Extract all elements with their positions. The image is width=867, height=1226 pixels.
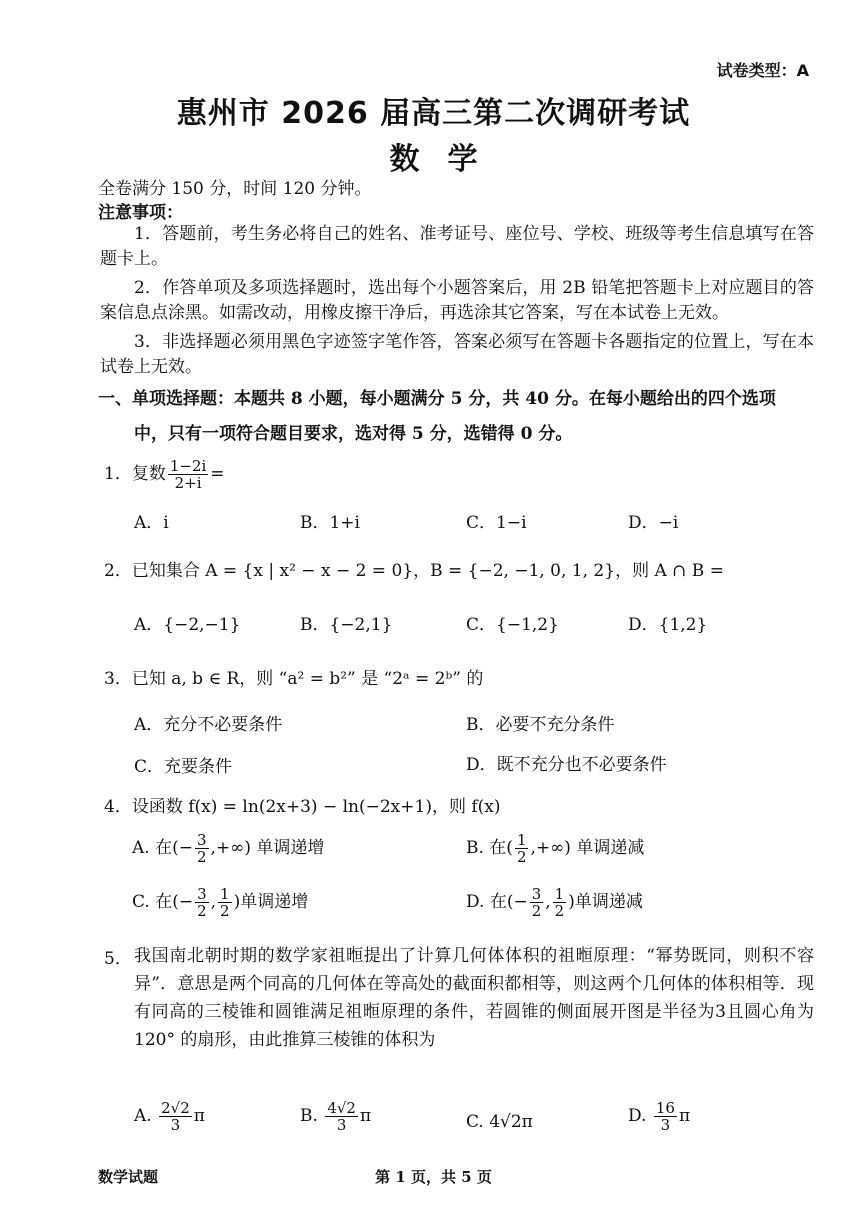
option-suffix: )单调递增 (233, 892, 309, 912)
q5-option-d (628, 1100, 690, 1133)
question-5-number: 5． (104, 949, 132, 969)
option-mid: , (210, 892, 217, 912)
question-number: 4． (104, 797, 132, 817)
q2-option-a: A．{−2,−1} (134, 615, 241, 635)
section1-heading-line1: 一、单项选择题：本题共 8 小题，每小题满分 5 分，共 40 分。在每小题给出的四个选项 (98, 389, 776, 409)
q2-option-c: C．{−1,2} (466, 615, 559, 635)
fraction-numerator: 3 (531, 885, 542, 903)
fraction-numerator: 3 (196, 831, 207, 849)
footer-page-number: 第 1 页，共 5 页 (375, 1168, 492, 1186)
fraction-denominator: 2 (220, 902, 230, 920)
option-fraction-2 (553, 886, 567, 919)
option-prefix: D. 在(− (466, 892, 528, 912)
subject-title: 数学 (389, 142, 506, 177)
exam-title: 惠州市 2026 届高三第二次调研考试 (176, 96, 691, 131)
paper-type-label: 试卷类型：A (716, 61, 809, 80)
fraction-denominator: 2 (197, 902, 207, 920)
q1-option-d: D．−i (628, 513, 679, 533)
question-5-stem: 我国南北朝时期的数学家祖暅提出了计算几何体体积的祖暅原理：“幂势既同，则积不容异”．意思是两个同高的几何体在等高处的截面积都相等，则这两个几何体的体积相等．现有同高的三棱锥和圆锥满足祖暅原理的条件，若圆锥的侧面展开图是半径为3且圆心角为 120° 的扇形，由此推算三棱锥的体积为 (134, 946, 814, 1050)
option-prefix: B. 在( (466, 838, 513, 858)
fraction-denominator: 3 (660, 1116, 671, 1134)
option-label: A. (134, 1106, 152, 1126)
option-fraction (530, 886, 544, 919)
fraction-denominator: 3 (170, 1116, 181, 1134)
option-fraction (515, 832, 529, 865)
q3-option-b: B．必要不充分条件 (466, 715, 615, 735)
option-tail: π (678, 1106, 691, 1126)
fraction-denominator: 2 (196, 848, 207, 866)
option-fraction (195, 832, 209, 865)
option-fraction-2 (218, 886, 232, 919)
question-number: 2． (104, 561, 132, 581)
question-stem: 设函数 f(x) = ln(2x+3) − ln(−2x+1)，则 f(x) (131, 797, 501, 817)
question-4 (104, 792, 501, 817)
option-prefix: C. 在(− (132, 892, 194, 912)
option-fraction (654, 1100, 677, 1133)
q3-option-d: D．既不充分也不必要条件 (466, 755, 667, 775)
fraction-numerator: 16 (655, 1099, 675, 1117)
question-2 (104, 556, 724, 581)
fraction-denominator: 2+i (174, 474, 202, 492)
fraction-numerator: 2√2 (161, 1099, 190, 1117)
score-time-line: 全卷满分 150 分，时间 120 分钟。 (98, 179, 372, 199)
section1-heading-line2: 中，只有一项符合题目要求，选对得 5 分，选错得 0 分。 (134, 424, 573, 444)
option-prefix: A. 在(− (132, 838, 193, 858)
question-number: 3． (104, 669, 132, 689)
fraction-numerator: 1−2i (169, 457, 207, 475)
fraction-denominator: 2 (554, 902, 565, 920)
q1-option-b: B．1+i (300, 513, 360, 533)
option-fraction (195, 886, 209, 919)
question-3 (104, 664, 483, 689)
q4-option-b (466, 832, 644, 865)
option-mid: , (545, 892, 551, 912)
fraction-numerator: 3 (197, 885, 207, 903)
option-suffix: 单调递减 (576, 838, 645, 858)
q5-option-c (466, 1112, 533, 1132)
q5-option-b (300, 1100, 371, 1133)
note-1: 1．答题前，考生务必将自己的姓名、准考证号、座位号、学校、班级等考生信息填写在答题卡上。 (100, 224, 814, 269)
q4-option-a (132, 832, 324, 865)
fraction-numerator: 4√2 (327, 1099, 356, 1117)
question-number: 1． (104, 464, 132, 484)
option-suffix: )单调递减 (568, 892, 643, 912)
q3-option-c: C．充要条件 (134, 757, 233, 777)
option-label: C. (466, 1112, 484, 1132)
q3-option-a: A．充分不必要条件 (134, 715, 283, 735)
question-stem-suffix: = (210, 464, 225, 484)
complex-fraction (168, 458, 208, 491)
option-mid: ,+∞) (530, 838, 571, 858)
fraction-denominator: 2 (531, 902, 542, 920)
option-suffix: 单调递增 (256, 838, 325, 858)
question-stem: 已知集合 A = {x | x² − x − 2 = 0}，B = {−2, −1, 0, 1, 2}，则 A ∩ B = (131, 561, 724, 581)
option-label: D. (628, 1106, 647, 1126)
question-stem-prefix: 复数 (131, 464, 166, 484)
option-fraction (159, 1100, 192, 1133)
option-fraction (325, 1100, 358, 1133)
option-mid: ,+∞) (210, 838, 251, 858)
q2-option-b: B．{−2,1} (300, 615, 393, 635)
q1-option-a: A．i (134, 513, 169, 533)
option-label: B. (300, 1106, 318, 1126)
note-2: 2．作答单项及多项选择题时，选出每个小题答案后，用 2B 铅笔把答题卡上对应题目的答案信息点涂黑。如需改动，用橡皮擦干净后，再选涂其它答案，写在本试卷上无效。 (100, 278, 814, 323)
q4-option-d (466, 886, 643, 919)
fraction-numerator: 1 (516, 831, 527, 849)
q2-option-d: D．{1,2} (628, 615, 708, 635)
option-tail: 4√2π (489, 1112, 533, 1132)
question-1 (104, 458, 225, 491)
question-stem: 已知 a, b ∈ R，则 “a² = b²” 是 “2ᵃ = 2ᵇ” 的 (131, 669, 484, 689)
footer-subject: 数学试题 (98, 1168, 159, 1186)
q1-option-c: C．1−i (466, 513, 527, 533)
fraction-denominator: 3 (336, 1116, 347, 1134)
option-tail: π (193, 1106, 205, 1126)
fraction-numerator: 1 (220, 885, 230, 903)
q5-option-a (134, 1100, 205, 1133)
option-tail: π (359, 1106, 372, 1126)
fraction-denominator: 2 (516, 848, 527, 866)
fraction-numerator: 1 (554, 885, 565, 903)
note-3: 3．非选择题必须用黑色字迹签字笔作答，答案必须写在答题卡各题指定的位置上，写在本试卷上无效。 (100, 332, 814, 377)
notice-heading: 注意事项： (98, 203, 183, 223)
q4-option-c (132, 886, 308, 919)
